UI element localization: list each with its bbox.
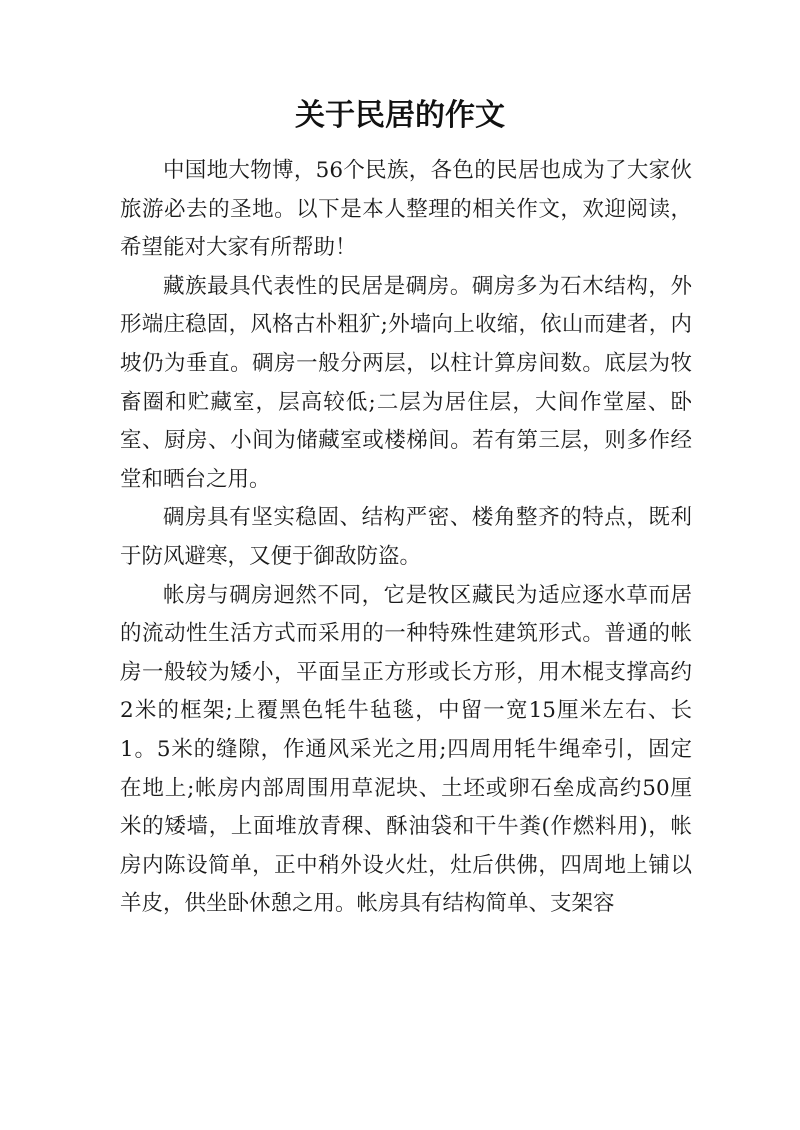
paragraph-zhangfang: 帐房与碉房迥然不同，它是牧区藏民为适应逐水草而居的流动性生活方式而采用的一种特殊性建筑形式。普通的帐房一般较为矮小，平面呈正方形或长方形，用木棍支撑高约2米的框架;上覆黑色牦牛毡毯，中留一宽15厘米左右、长1。5米的缝隙，作通风采光之用;四周用牦牛绳牵引，固定在地上;帐房内部周围用草泥块、土坯或卵石垒成高约50厘米的矮墙，上面堆放青稞、酥油袋和干牛粪(作燃料用)，帐房内陈设简单，正中稍外设火灶，灶后供佛，四周地上铺以羊皮，供坐卧休憩之用。帐房具有结构简单、支架容 bbox=[120, 582, 692, 917]
paragraph-diaofang: 藏族最具代表性的民居是碉房。碉房多为石木结构，外形端庄稳固，风格古朴粗犷;外墙向上收缩，依山而建者，内坡仍为垂直。碉房一般分两层，以柱计算房间数。底层为牧畜圈和贮藏室，层高较低;二层为居住层，大间作堂屋、卧室、厨房、小间为储藏室或楼梯间。若有第三层，则多作经堂和晒台之用。 bbox=[120, 273, 692, 492]
paragraph-intro: 中国地大物博，56个民族，各色的民居也成为了大家伙旅游必去的圣地。以下是本人整理的相关作文，欢迎阅读，希望能对大家有所帮助！ bbox=[120, 158, 692, 261]
paragraph-diaofang-features: 碉房具有坚实稳固、结构严密、楼角整齐的特点，既利于防风避寒，又便于御敌防盗。 bbox=[120, 505, 692, 569]
document-title: 关于民居的作文 bbox=[295, 98, 505, 133]
document-body bbox=[120, 152, 692, 924]
